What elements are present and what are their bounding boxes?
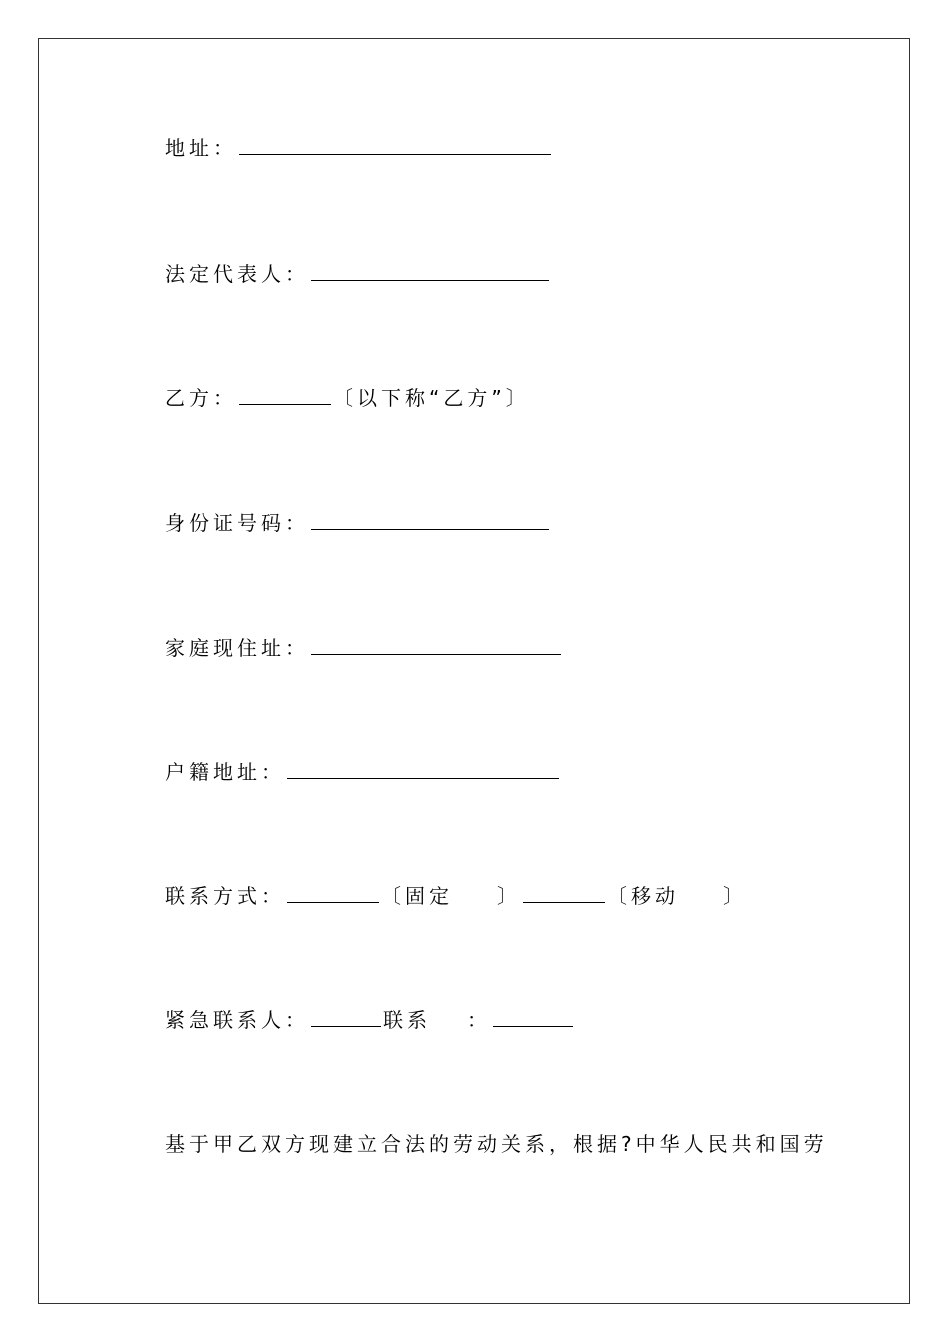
home-address-line: [165, 636, 563, 662]
household-address-blank[interactable]: [287, 760, 559, 779]
body-paragraph: [165, 1132, 828, 1158]
address-blank[interactable]: [239, 136, 551, 155]
legal-rep-line: [165, 262, 551, 288]
emergency-phone-label: 联系: [383, 1008, 431, 1032]
fixed-phone-blank[interactable]: [287, 884, 379, 903]
party-b-note: 〔以下称“乙方”〕: [333, 386, 530, 410]
party-b-line: [165, 386, 530, 412]
emergency-phone-blank[interactable]: [493, 1008, 573, 1027]
paragraph-text: 基于甲乙双方现建立合法的劳动关系，根据?中华人民共和国劳: [165, 1132, 828, 1156]
household-address-label: 户籍地址：: [165, 760, 285, 784]
mobile-phone-blank[interactable]: [523, 884, 605, 903]
address-line: [165, 136, 553, 162]
home-address-label: 家庭现住址：: [165, 636, 309, 660]
contact-label: 联系方式：: [165, 884, 285, 908]
legal-rep-blank[interactable]: [311, 262, 549, 281]
emergency-colon: ：: [467, 1008, 491, 1032]
legal-rep-label: 法定代表人：: [165, 262, 309, 286]
contact-line: [165, 884, 747, 910]
emergency-name-blank[interactable]: [311, 1008, 381, 1027]
party-b-label: 乙方：: [165, 386, 237, 410]
emergency-label: 紧急联系人：: [165, 1008, 309, 1032]
mobile-open: 〔移动: [607, 884, 679, 908]
page-border: [38, 38, 910, 1304]
home-address-blank[interactable]: [311, 636, 561, 655]
fixed-close: 〕: [497, 884, 521, 908]
emergency-line: [165, 1008, 575, 1034]
address-label: 地址：: [165, 136, 237, 160]
mobile-close: 〕: [723, 884, 747, 908]
household-address-line: [165, 760, 561, 786]
party-b-blank[interactable]: [239, 386, 331, 405]
id-number-blank[interactable]: [311, 511, 549, 530]
id-number-line: [165, 511, 551, 537]
id-number-label: 身份证号码：: [165, 511, 309, 535]
fixed-open: 〔固定: [381, 884, 453, 908]
